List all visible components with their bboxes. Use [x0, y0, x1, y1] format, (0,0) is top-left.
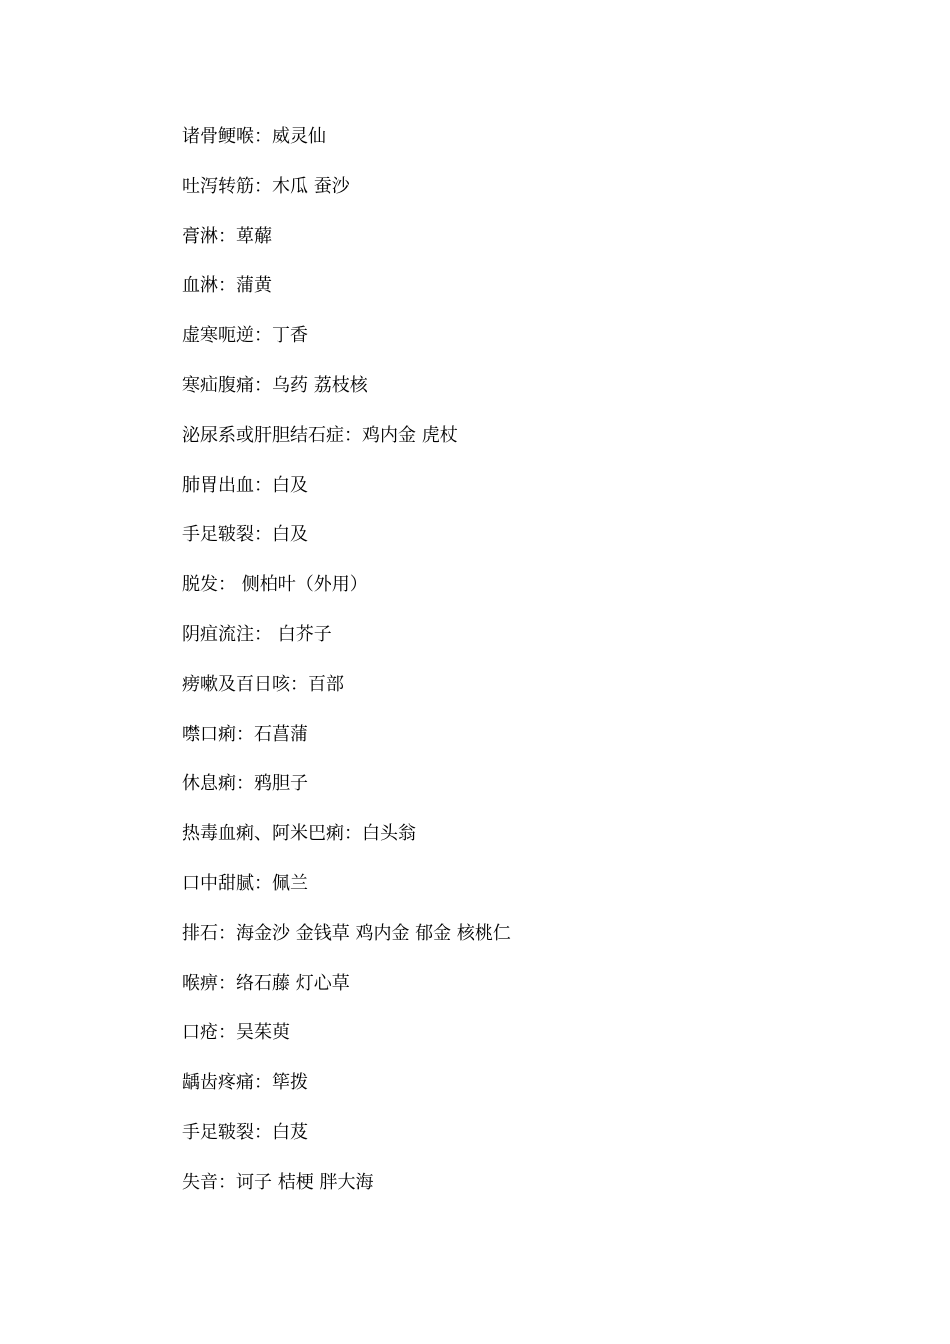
- remedy-entry: 痨嗽及百日咳：百部: [182, 673, 344, 695]
- remedy-entry: 血淋：蒲黄: [182, 275, 272, 297]
- remedy-entry: 休息痢：鸦胆子: [182, 773, 308, 795]
- remedy-entry: 喉痹：络石藤 灯心草: [182, 972, 350, 994]
- remedy-entry: 阴疽流注： 白芥子: [182, 623, 332, 645]
- remedy-entry: 脱发： 侧柏叶（外用）: [182, 574, 368, 596]
- remedy-entry: 寒疝腹痛：乌药 荔枝核: [182, 374, 368, 396]
- remedy-entry: 手足皲裂：白及: [182, 524, 308, 546]
- remedy-entry: 失音：诃子 桔梗 胖大海: [182, 1171, 374, 1193]
- remedy-entry: 排石：海金沙 金钱草 鸡内金 郁金 核桃仁: [182, 922, 511, 944]
- remedy-entry: 虚寒呃逆：丁香: [182, 325, 308, 347]
- remedy-entry: 手足皲裂：白芨: [182, 1121, 308, 1143]
- remedy-entry: 口中甜腻：佩兰: [182, 872, 308, 894]
- remedy-entry: 口疮：吴茱萸: [182, 1022, 290, 1044]
- remedy-entry: 肺胃出血：白及: [182, 474, 308, 496]
- remedy-list: [182, 122, 511, 1218]
- remedy-entry: 噤口痢：石菖蒲: [182, 723, 308, 745]
- remedy-entry: 龋齿疼痛：筚拨: [182, 1072, 308, 1094]
- remedy-entry: 诸骨鲠喉：威灵仙: [182, 126, 326, 147]
- remedy-entry: 热毒血痢、阿米巴痢：白头翁: [182, 823, 416, 845]
- remedy-entry: 吐泻转筋：木瓜 蚕沙: [182, 175, 350, 197]
- remedy-entry: 膏淋：萆薢: [182, 225, 272, 247]
- remedy-entry: 泌尿系或肝胆结石症：鸡内金 虎杖: [182, 424, 458, 446]
